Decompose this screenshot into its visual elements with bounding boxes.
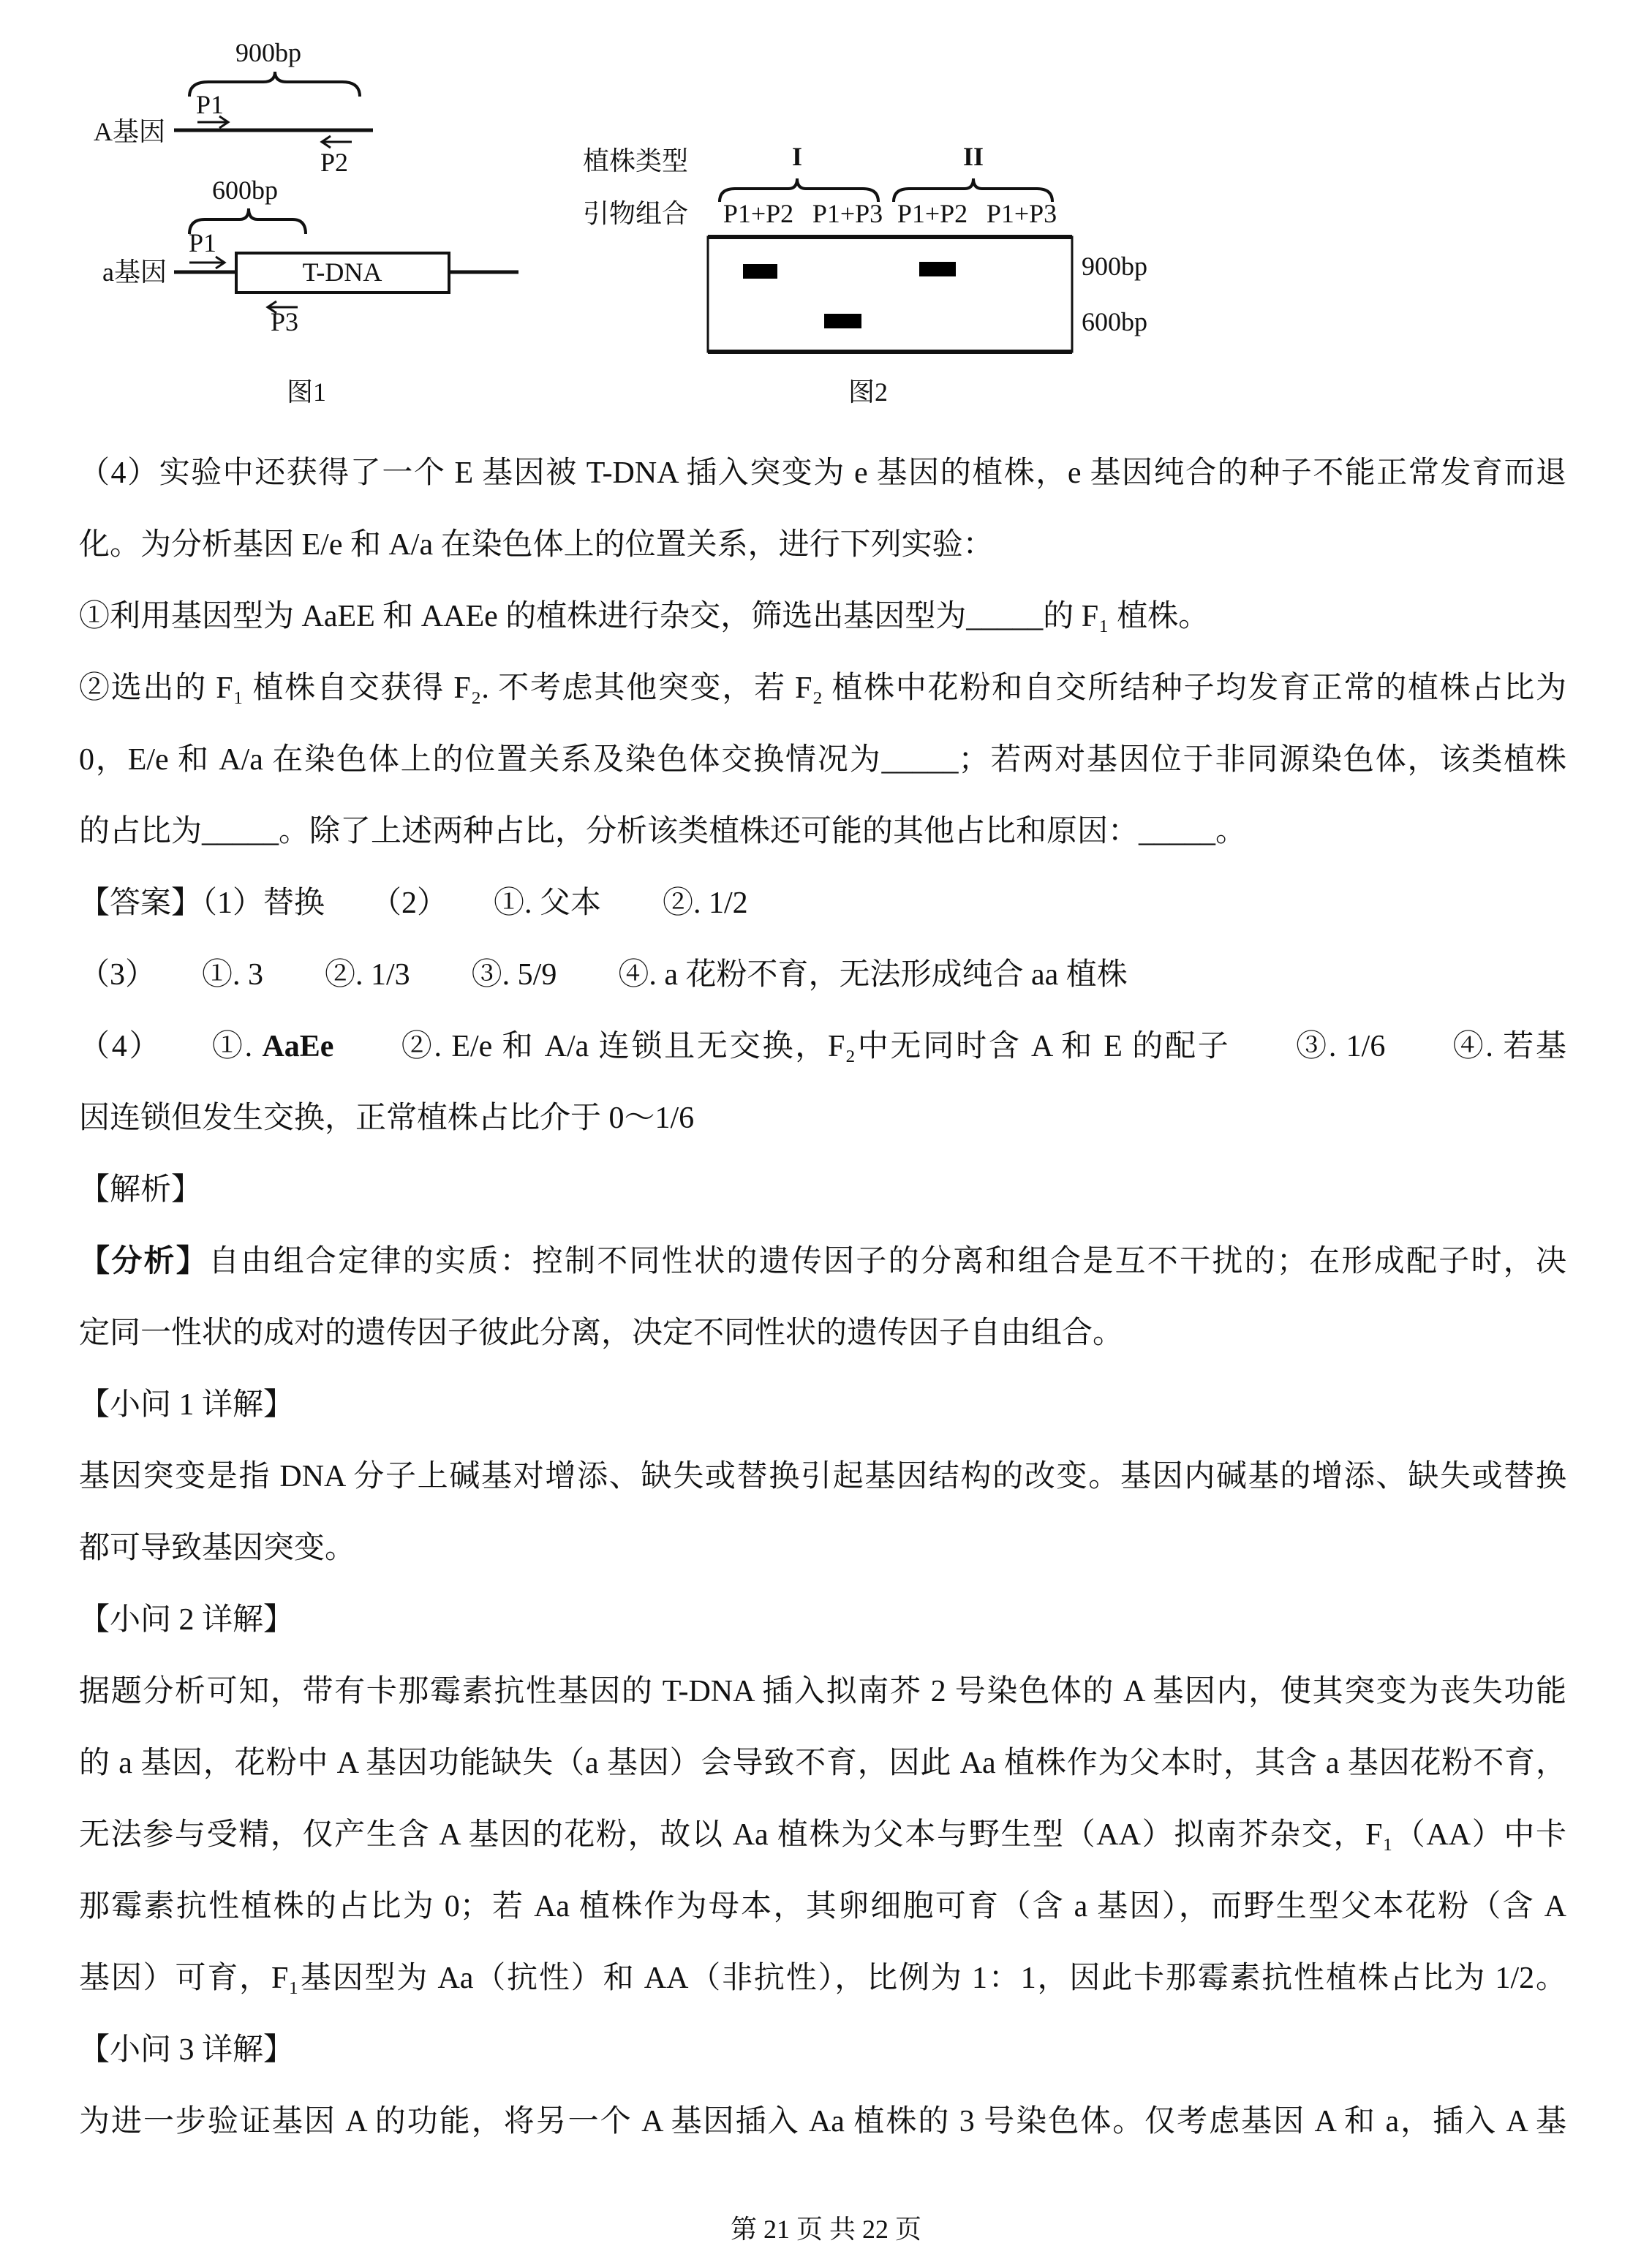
text-line: 定同一性状的成对的遗传因子彼此分离，决定不同性状的遗传因子自由组合。 xyxy=(79,1316,1124,1350)
gel-box xyxy=(708,237,1072,352)
text-line: 基因）可育，F₁基因型为 Aa（抗性）和 AA（非抗性），比例为 1：1，因此卡那霉素抗性植株占比为 1/2。 xyxy=(79,1962,1566,1995)
text-line: 都可导致基因突变。 xyxy=(79,1531,356,1565)
size-600bp: 600bp xyxy=(1082,307,1147,336)
answer-line: （3） ①. 3 ②. 1/3 ③. 5/9 ④. a 花粉不育，无法形成纯合 aa 植株 xyxy=(79,958,1128,992)
size-900bp: 900bp xyxy=(1082,252,1147,281)
page-footer: 第 21 页 共 22 页 xyxy=(730,2215,921,2244)
band-I-p1p2-900 xyxy=(743,264,777,279)
figure-1-caption: 图1 xyxy=(287,377,327,407)
subquestion-heading: 【小问 1 详解】 xyxy=(79,1388,295,1422)
label-900bp: 900bp xyxy=(235,38,301,67)
text-line: 的占比为_____。除了上述两种占比，分析该类植株还可能的其他占比和原因：_____。 xyxy=(79,815,1247,848)
gene-A-label: A基因 xyxy=(94,117,165,146)
band-II-p1p2-900 xyxy=(919,262,956,276)
lane-label: P1+P3 xyxy=(812,199,883,228)
plant-type-label: 植株类型 xyxy=(583,146,689,176)
text-line: （4）实验中还获得了一个 E 基因被 T-DNA 插入突变为 e 基因的植株，e 基因纯合的种子不能正常发育而退 xyxy=(79,456,1566,490)
type-I-label: I xyxy=(791,142,803,171)
figures xyxy=(0,0,1243,424)
lane-label: P1+P2 xyxy=(723,199,794,228)
answer-line: 【答案】（1）替换 （2） ①. 父本 ②. 1/2 xyxy=(79,886,748,920)
figure-1 xyxy=(94,38,518,407)
text-line: ②选出的 F₁ 植株自交获得 F₂. 不考虑其他突变，若 F₂ 植株中花粉和自交所结种子均发育正常的植株占比为 xyxy=(79,671,1566,705)
lane-label: P1+P2 xyxy=(897,199,968,228)
p2-label: P2 xyxy=(320,148,349,177)
text-line: 那霉素抗性植株的占比为 0；若 Aa 植株作为母本，其卵细胞可育（含 a 基因），而野生型父本花粉（含 A xyxy=(79,1890,1566,1923)
text-line: 无法参与受精，仅产生含 A 基因的花粉，故以 Aa 植株为父本与野生型（AA）拟南芥杂交，F₁（AA）中卡 xyxy=(79,1818,1566,1852)
text-line: 的 a 基因，花粉中 A 基因功能缺失（a 基因）会导致不育，因此 Aa 植株作为父本时，其含 a 基因花粉不育， xyxy=(79,1746,1566,1780)
answer-line-4 xyxy=(79,1011,1566,1082)
analysis-label: 【分析】 xyxy=(79,1245,209,1278)
explanation-heading: 【解析】 xyxy=(79,1173,203,1207)
answer-line: 因连锁但发生交换，正常植株占比介于 0～1/6 xyxy=(79,1101,695,1135)
text-line: 为进一步验证基因 A 的功能，将另一个 A 基因插入 Aa 植株的 3 号染色体。仅考虑基因 A 和 a，插入 A 基 xyxy=(79,2105,1566,2138)
p2-arrow-icon xyxy=(322,136,352,148)
subquestion-heading: 【小问 3 详解】 xyxy=(79,2033,295,2067)
label-600bp: 600bp xyxy=(212,176,278,205)
question-body xyxy=(79,437,1566,2158)
answer4-genotype: AaEe xyxy=(262,1030,334,1063)
p3-label: P3 xyxy=(271,307,299,336)
text-line: 化。为分析基因 E/e 和 A/a 在染色体上的位置关系，进行下列实验： xyxy=(79,528,994,562)
subquestion-heading: 【小问 2 详解】 xyxy=(79,1603,295,1637)
p1-label-2: P1 xyxy=(189,228,217,257)
answer4-prefix: （4） ①. xyxy=(79,1030,263,1063)
type-II-label: II xyxy=(962,142,984,171)
lane-label: P1+P3 xyxy=(986,199,1057,228)
figure-2 xyxy=(583,142,1147,407)
p1-label: P1 xyxy=(196,90,225,119)
text-line: 0，E/e 和 A/a 在染色体上的位置关系及染色体交换情况为_____；若两对基因位于非同源染色体，该类植株 xyxy=(79,743,1566,777)
tdna-label: T-DNA xyxy=(302,257,382,287)
p1-arrow-icon-2 xyxy=(189,257,225,268)
text-line: ①利用基因型为 AaEE 和 AAEe 的植株进行杂交，筛选出基因型为_____的 F₁ 植株。 xyxy=(79,600,1210,633)
gene-a-label: a基因 xyxy=(102,257,167,287)
analysis-line xyxy=(79,1226,1566,1297)
answer4-rest: ②. E/e 和 A/a 连锁且无交换，F₂中无同时含 A 和 E 的配子 ③. 1/6 ④. 若基 xyxy=(333,1030,1566,1063)
primer-combo-label: 引物组合 xyxy=(583,199,689,228)
figure-2-caption: 图2 xyxy=(848,377,889,407)
text-line: 据题分析可知，带有卡那霉素抗性基因的 T-DNA 插入拟南芥 2 号染色体的 A 基因内，使其突变为丧失功能 xyxy=(79,1675,1566,1708)
text-line: 基因突变是指 DNA 分子上碱基对增添、缺失或替换引起基因结构的改变。基因内碱基的增添、缺失或替换 xyxy=(79,1460,1566,1493)
analysis-text: 自由组合定律的实质：控制不同性状的遗传因子的分离和组合是互不干扰的；在形成配子时，决 xyxy=(208,1245,1566,1278)
band-I-p1p3-600 xyxy=(824,314,861,328)
